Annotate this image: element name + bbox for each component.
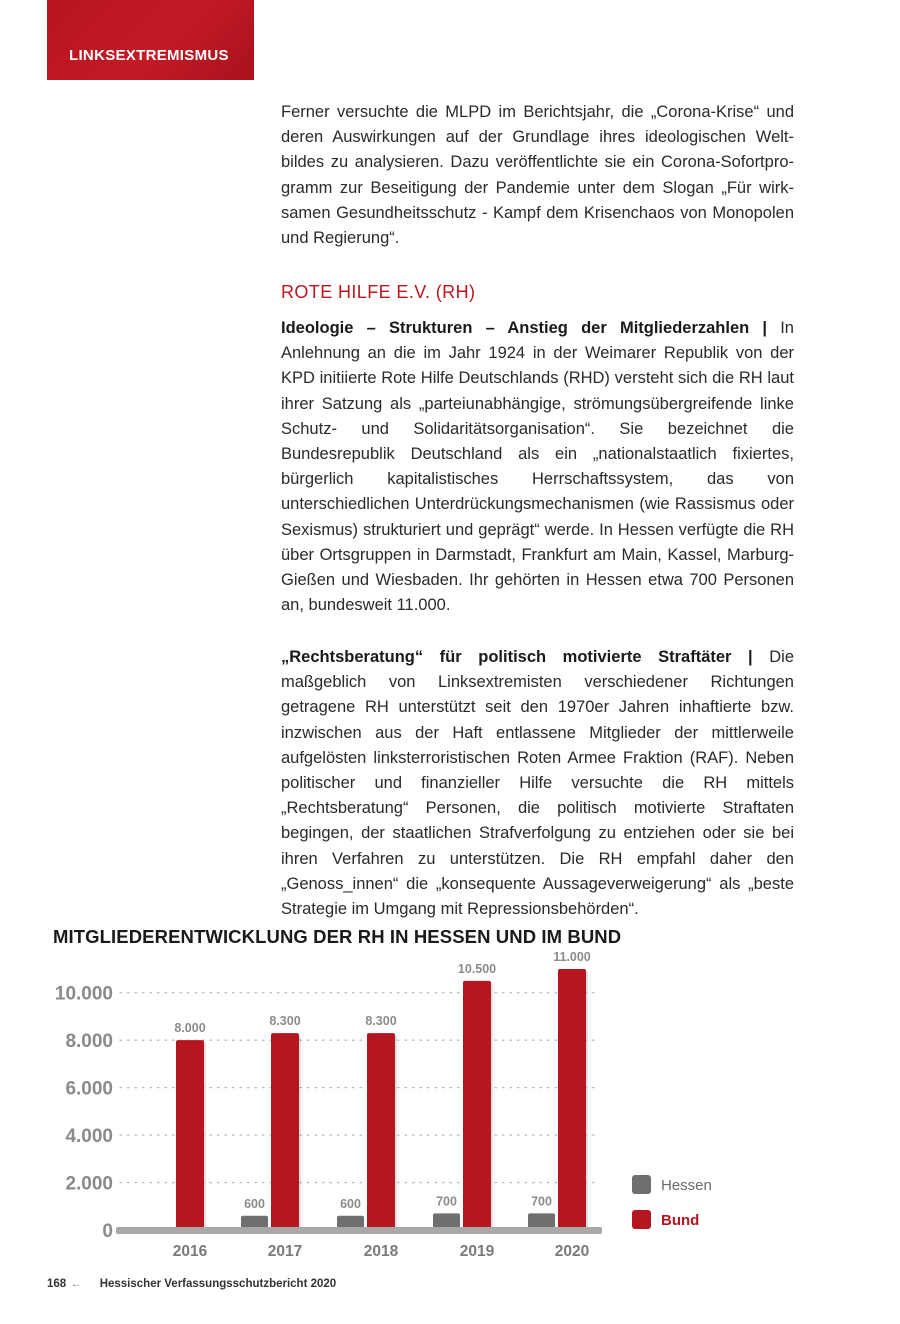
- data-label-bund: 8.300: [365, 1014, 397, 1029]
- data-label-bund: 8.000: [174, 1021, 206, 1036]
- section-tab-label: LINKSEXTREMISMUS: [69, 47, 229, 64]
- bar-bund: [463, 981, 491, 1230]
- paragraph-intro: [281, 100, 794, 251]
- section-heading: ROTE HILFE E.V. (RH): [281, 282, 476, 302]
- legend-label-hessen: Hessen: [661, 1177, 712, 1194]
- y-tick-label: 10.000: [54, 983, 113, 1005]
- paragraph-ideologie-lead: Ideologie – Strukturen – Anstieg der Mitgliederzahlen |: [281, 319, 768, 337]
- bar-bund: [176, 1040, 204, 1230]
- x-tick-label: 2020: [554, 1243, 590, 1260]
- y-tick-label: 0: [102, 1221, 113, 1242]
- section-tab: [47, 0, 254, 80]
- data-label-hessen: 600: [244, 1196, 265, 1211]
- bar-bund: [558, 969, 586, 1230]
- legend-label-bund: Bund: [661, 1212, 700, 1229]
- paragraph-ideologie-text: In Anlehnung an die im Jahr 1924 in der Weimarer Republik von der KPD initiierte Rote Hilfe Deutschlands (RHD) versteht sich die RH laut ihrer Satzung als „parteiunabhängige, strömungsübergreifende linke Schutz- und Solidaritätsorganisation“. Sie bezeichnet die Bundesrepublik Deutschland als ein „nationalstaatlich fixiertes, bürgerlich kapitalistisches Herrschaftssystem, das von unterschiedlichen Unterdrückungsmechanismen (wie Rassismus oder Sexismus) strukturiert und geprägt“ werde. In Hessen verfügte die RH über Ortsgruppen in Darmstadt, Frankfurt am Main, Kassel, Marburg-Gießen und Wiesbaden. Ihr gehörten in Hessen etwa 700 Personen an, bundesweit 11.000.: [281, 319, 794, 615]
- data-label-bund: 8.300: [269, 1014, 301, 1029]
- paragraph-rechtsberatung-lead: „Rechtsberatung“ für politisch motivierte Straftäter |: [281, 648, 753, 666]
- chart-title: MITGLIEDERENTWICKLUNG DER RH IN HESSEN UND IM BUND: [53, 926, 622, 947]
- bar-bund: [271, 1033, 299, 1230]
- x-tick-label: 2019: [459, 1243, 495, 1260]
- y-tick-label: 6.000: [65, 1078, 113, 1100]
- y-tick-label: 8.000: [65, 1031, 113, 1053]
- paragraph-rechtsberatung-text: Die maßgeblich von Linksextremisten verschiedener Richtungen getragene RH unterstützt seit den 1970er Jahren inhaftierte bzw. inzwischen aus der Haft entlassene Mitglieder der mittlerweile aufgelösten linksterroristischen Roten Armee Fraktion (RAF). Neben politischer und finanzieller Hilfe versuchte die RH mittels „Rechtsberatung“ Personen, die politisch motivierte Straftaten begingen, der staatlichen Strafverfolgung zu entziehen oder sie bei ihren Verfahren zu unterstützen. Die RH empfahl daher den „Genoss_innen“ die „konsequente Aussageverweigerung“ als „beste Strategie im Umgang mit Repressionsbehörden“.: [281, 648, 795, 919]
- legend-swatch-bund: [632, 1210, 651, 1229]
- data-label-hessen: 700: [436, 1194, 457, 1209]
- paragraph-rechtsberatung: [281, 645, 794, 922]
- x-tick-label: 2017: [267, 1243, 303, 1260]
- data-label-hessen: 700: [531, 1194, 552, 1209]
- membership-chart: [0, 950, 900, 1270]
- data-label-hessen: 600: [340, 1196, 361, 1211]
- paragraph-intro-text: Ferner versuchte die MLPD im Berichtsjahr, die „Corona-Krise“ und deren Auswirkungen auf der Grundlage ihres ideologischen Weltbildes zu analysieren. Dazu veröffentlichte sie ein Corona-Sofortprogramm zur Beseitigung der Pandemie unter dem Slogan „Für wirksamen Gesundheitsschutz - Kampf dem Krisenchaos von Monopolen und Regierung“.: [281, 103, 794, 248]
- y-tick-label: 4.000: [65, 1126, 113, 1148]
- x-tick-label: 2018: [363, 1243, 399, 1260]
- legend-swatch-hessen: [632, 1175, 651, 1194]
- y-tick-label: 2.000: [65, 1173, 113, 1195]
- paragraph-ideologie: [281, 316, 794, 618]
- bar-bund: [367, 1033, 395, 1230]
- data-label-bund: 11.000: [553, 950, 591, 964]
- footer-title: Hessischer Verfassungsschutzbericht 2020: [99, 1278, 337, 1290]
- x-tick-label: 2016: [172, 1243, 208, 1260]
- back-arrow-icon: ←: [70, 1278, 82, 1290]
- x-axis-baseline: [116, 1227, 602, 1234]
- page-footer: [47, 1278, 336, 1290]
- data-label-bund: 10.500: [457, 961, 497, 976]
- page-number: 168: [47, 1278, 67, 1290]
